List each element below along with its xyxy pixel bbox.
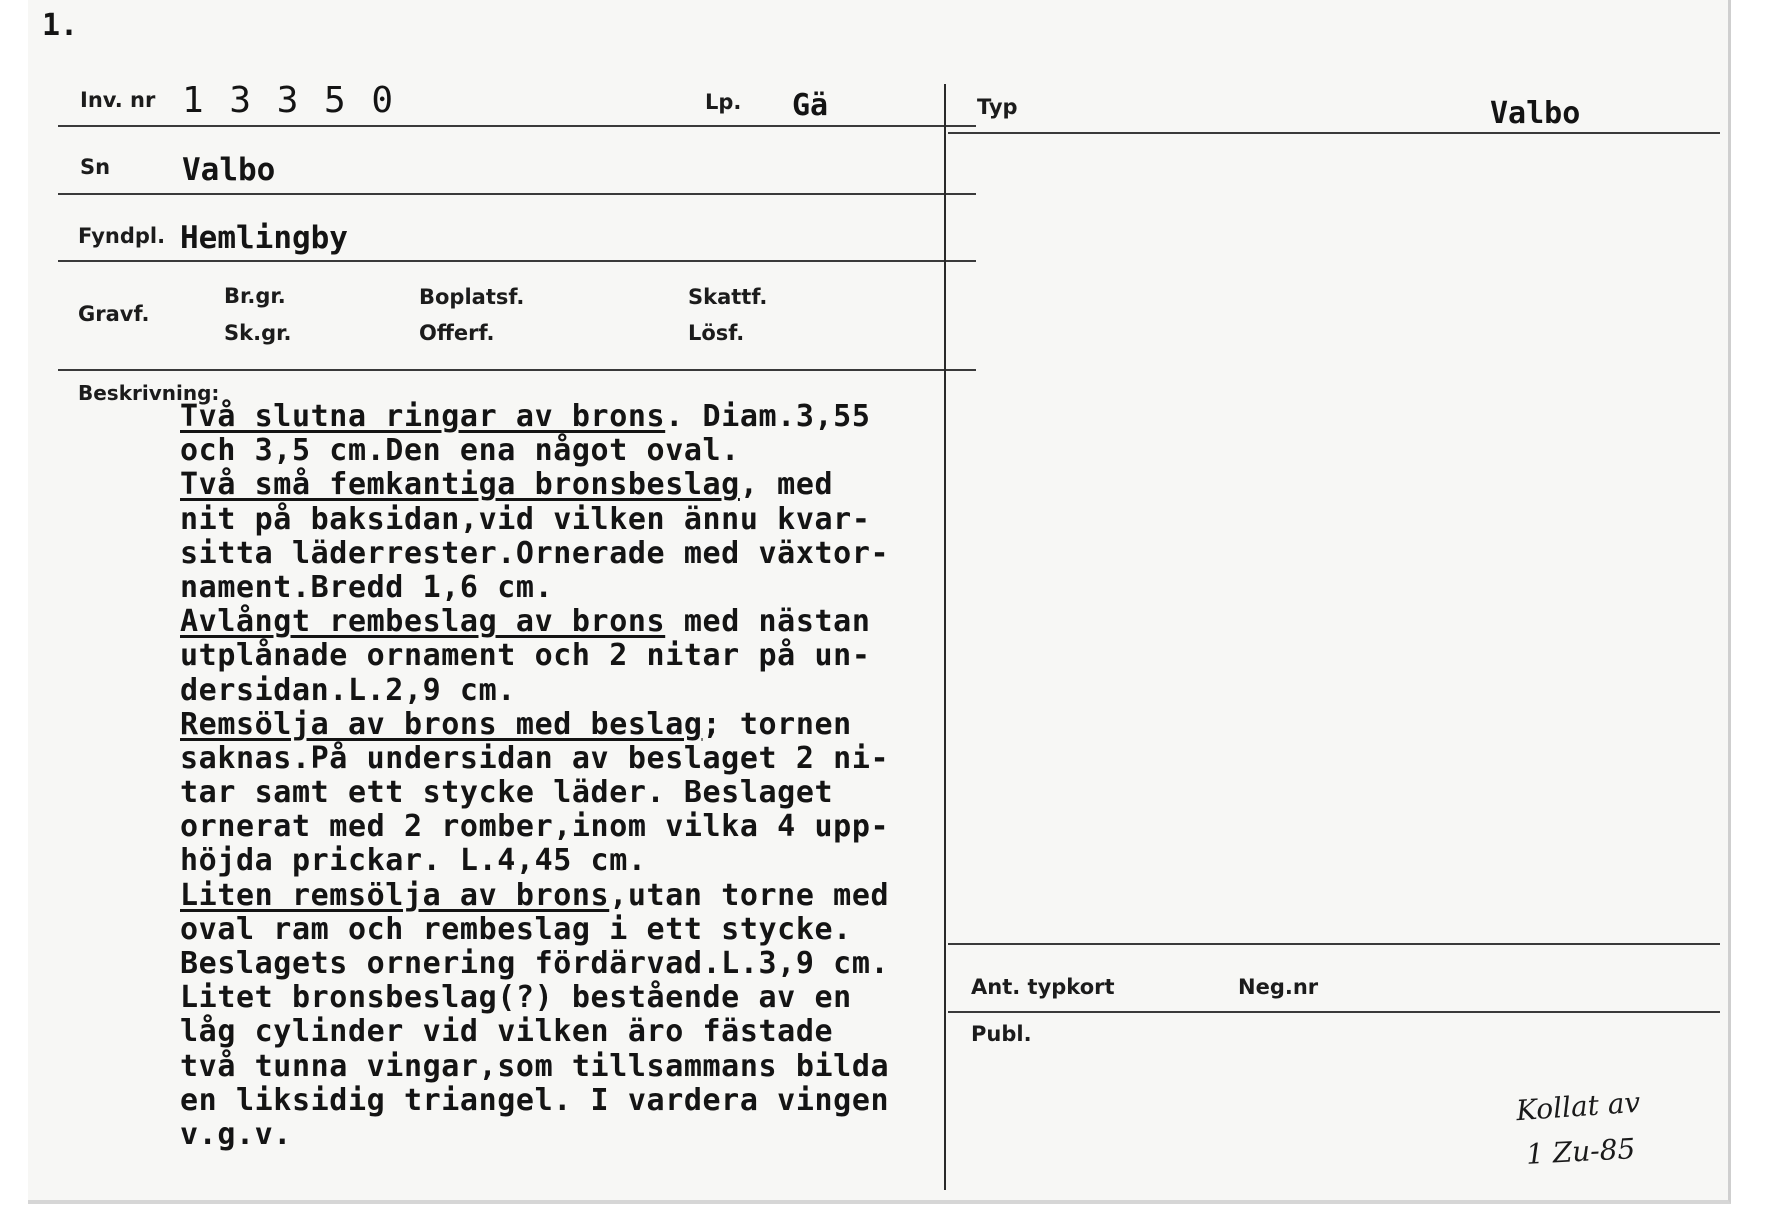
description-line [180,1084,1000,1118]
row-divider-sn [58,193,976,195]
publ-label: Publ. [971,1022,1032,1046]
description-text-span: höjda prickar. L.4,45 cm. [180,843,647,879]
lp-value: Gä [792,88,829,123]
description-line [180,776,1000,810]
row-divider-ant [948,943,1720,945]
description-text-span: tar samt ett stycke läder. Beslaget [180,775,834,811]
description-text-span: med nästan [665,604,871,640]
handwritten-note-line1: Kollat av [1515,1085,1642,1128]
skgr-label: Sk.gr. [224,321,292,345]
description-text-span: saknas.På undersidan av beslaget 2 ni- [180,740,890,776]
description-line [180,981,1000,1015]
description-text-span: och 3,5 cm.Den ena något oval. [180,433,740,469]
description-line [180,1050,1000,1084]
description-text-span: , med [739,467,834,503]
description-text-span: v.g.v. [180,1116,292,1152]
description-text-span: oval ram och rembeslag i ett stycke. [180,911,852,947]
description-line [180,503,1000,537]
typ-label: Typ [977,95,1018,119]
offerf-label: Offerf. [419,321,495,345]
row-divider-typ [948,132,1720,134]
fyndpl-label: Fyndpl. [78,224,166,248]
description-line [180,674,1000,708]
gravf-label: Gravf. [78,302,150,326]
description-line [180,844,1000,878]
card-number: 1. [42,8,79,43]
description-text-span: låg cylinder vid vilken äro fästade [180,1014,834,1050]
skattf-label: Skattf. [688,285,768,309]
description-line [180,400,1000,434]
description-text-span: utplånade ornament och 2 nitar på un- [180,638,871,674]
underlined-item-heading: Remsölja av brons med beslag [180,706,703,742]
description-text-span: . Diam.3,55 [665,399,871,434]
description-line [180,1015,1000,1049]
sn-label: Sn [80,155,111,179]
description-line [180,639,1000,673]
description-text-span: nit på baksidan,vid vilken ännu kvar- [180,501,871,537]
description-text-span: dersidan.L.2,9 cm. [180,672,516,708]
underlined-item-heading: Liten remsölja av brons [180,877,610,913]
row-divider-inv [58,125,976,127]
description-text-span: nament.Bredd 1,6 cm. [180,569,554,605]
fyndpl-value: Hemlingby [180,220,348,256]
description-line [180,913,1000,947]
underlined-item-heading: Två små femkantiga bronsbeslag [180,467,740,503]
description-text-span: Litet bronsbeslag(?) bestående av en [180,980,852,1016]
handwritten-note-line2: 1 Zu-85 [1525,1132,1637,1171]
inv-nr-value: 1 3 3 5 0 [182,80,396,121]
description-line [180,537,1000,571]
description-line [180,468,1000,502]
catalog-card [28,0,1731,1204]
description-text [180,400,1000,1152]
description-text-span: Beslagets ornering fördärvad.L.3,9 cm. [180,946,890,981]
row-divider-neg [948,1011,1720,1013]
column-divider [944,84,946,1190]
neg-nr-label: Neg.nr [1238,975,1319,999]
description-line [180,708,1000,742]
underlined-item-heading: Avlångt rembeslag av brons [180,604,666,640]
description-line [180,879,1000,913]
losf-label: Lösf. [688,321,745,345]
description-text-span: två tunna vingar,som tillsammans bilda [180,1048,890,1084]
beskrivning-label: Beskrivning: [78,381,220,405]
description-line [180,571,1000,605]
ant-typkort-label: Ant. typkort [971,975,1115,999]
lp-label: Lp. [705,90,742,114]
typ-value: Valbo [1490,96,1581,131]
description-line [180,434,1000,468]
description-line [180,947,1000,981]
row-divider-fyndpl [58,260,976,262]
description-text-span: ,utan torne med [609,877,890,913]
description-text-span: ; tornen [702,706,852,742]
description-line [180,810,1000,844]
description-text-span: ornerat med 2 romber,inom vilka 4 upp- [180,809,890,845]
boplatsf-label: Boplatsf. [419,285,525,309]
description-text-span: sitta läderrester.Ornerade med växtor- [180,535,890,571]
description-line [180,742,1000,776]
row-divider-gravf [58,369,976,371]
inv-nr-label: Inv. nr [80,88,156,112]
underlined-item-heading: Två slutna ringar av brons [180,399,666,434]
description-line [180,605,1000,639]
description-line [180,1118,1000,1152]
description-text-span: en liksidig triangel. I vardera vingen [180,1082,890,1118]
sn-value: Valbo [182,152,276,188]
brgr-label: Br.gr. [224,284,286,308]
